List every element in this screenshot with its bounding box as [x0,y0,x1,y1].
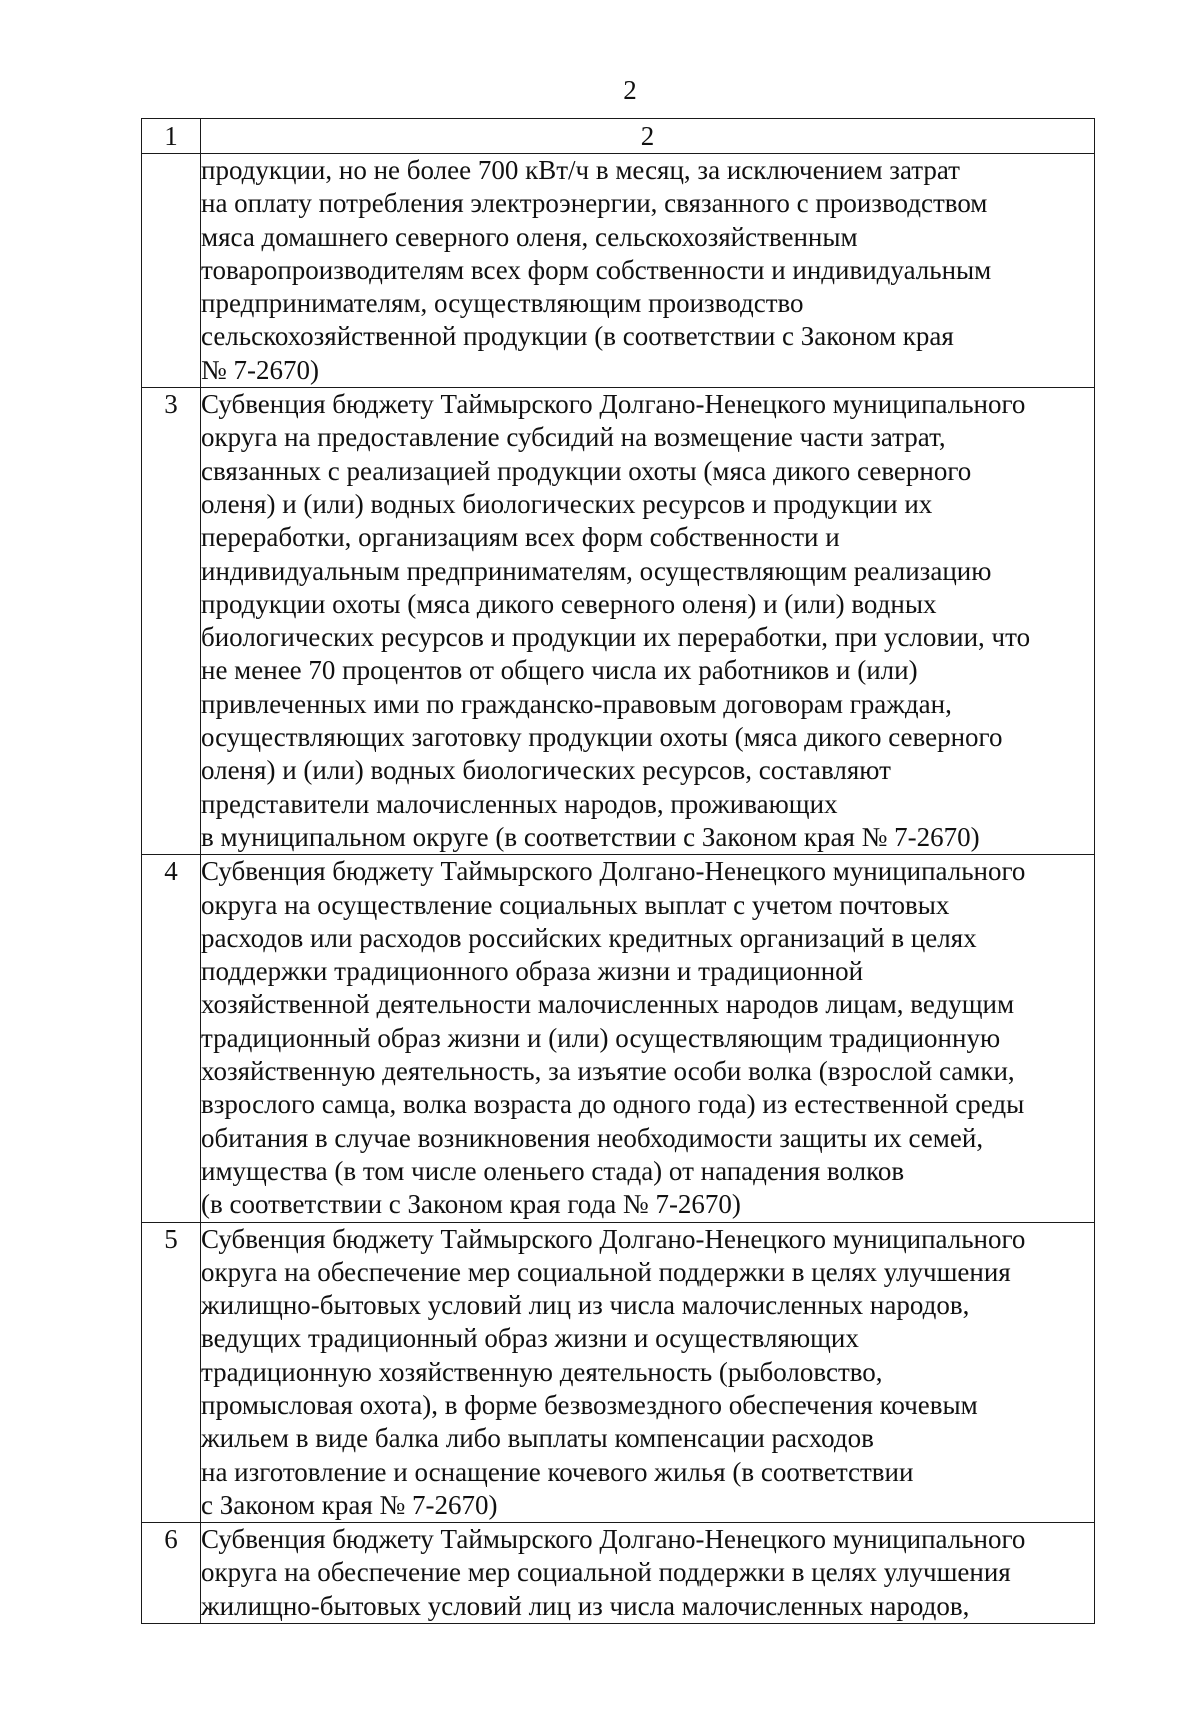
text-line: продукции, но не более 700 кВт/ч в месяц, за исключением затрат [201,155,960,185]
table-row [142,855,1095,1222]
text-line: обитания в случае возникновения необходимости защиты их семей, [201,1122,984,1153]
text-line: Субвенция бюджету Таймырского Долгано-Ненецкого муниципального [201,856,1026,887]
row-text [201,855,1095,1222]
text-line: округа на осуществление социальных выплат с учетом почтовых [201,889,950,920]
header-col-1: 1 [142,119,201,154]
text-line: жилищно-бытовых условий лиц из числа малочисленных народов, [201,1590,970,1621]
text-line: представители малочисленных народов, проживающих [201,788,838,819]
text-line: товаропроизводителям всех форм собственности и индивидуальным [201,254,992,285]
text-line: предпринимателям, осуществляющим производство [201,288,804,319]
text-line: оленя) и (или) водных биологических ресурсов и продукции их [201,488,933,519]
text-line: традиционную хозяйственную деятельность (рыболовство, [201,1356,883,1387]
text-line: Субвенция бюджету Таймырского Долгано-Ненецкого муниципального [201,389,1026,420]
page-number: 2 [623,75,637,105]
text-line: мяса домашнего северного оленя, сельскохозяйственным [201,221,858,252]
text-line: жилищно-бытовых условий лиц из числа малочисленных народов, [201,1290,970,1321]
text-line: округа на обеспечение мер социальной поддержки в целях улучшения [201,1557,1011,1588]
text-line: на изготовление и оснащение кочевого жилья (в соответствии [201,1456,914,1487]
text-line: поддержки традиционного образа жизни и традиционной [201,956,864,987]
row-number: 5 [142,1222,201,1523]
row-number: 4 [142,855,201,1222]
table-row [142,1222,1095,1523]
text-line: взрослого самца, волка возраста до одного года) из естественной среды [201,1089,1025,1120]
text-line: имущества (в том числе оленьего стада) от нападения волков [201,1155,905,1186]
text-line: привлеченных ими по гражданско-правовым договорам граждан, [201,688,952,719]
row-number: 3 [142,388,201,855]
text-line: округа на предоставление субсидий на возмещение части затрат, [201,422,946,453]
row-text [201,154,1095,388]
text-line: индивидуальным предпринимателям, осуществляющим реализацию [201,555,992,586]
text-line: сельскохозяйственной продукции (в соответствии с Законом края [201,321,954,352]
text-line: Субвенция бюджету Таймырского Долгано-Ненецкого муниципального [201,1524,1026,1555]
text-line: биологических ресурсов и продукции их переработки, при условии, что [201,622,1031,653]
table-row [142,388,1095,855]
row-text [201,1523,1095,1624]
row-text [201,388,1095,855]
row-number: 6 [142,1523,201,1624]
row-number [142,154,201,388]
row-text [201,1222,1095,1523]
text-line: продукции охоты (мяса дикого северного оленя) и (или) водных [201,588,937,619]
table-row [142,1523,1095,1624]
header-col-2: 2 [201,119,1095,154]
text-line: на оплату потребления электроэнергии, связанного с производством [201,188,988,219]
table-header-row [142,119,1095,154]
text-line: № 7-2670) [201,354,319,385]
text-line: не менее 70 процентов от общего числа их работников и (или) [201,655,918,686]
text-line: хозяйственную деятельность, за изъятие особи волка (взрослой самки, [201,1056,1015,1087]
table-row [142,154,1095,388]
text-line: (в соответствии с Законом края года № 7-2670) [201,1189,741,1220]
text-line: связанных с реализацией продукции охоты (мяса дикого северного [201,455,972,486]
text-line: Субвенция бюджету Таймырского Долгано-Ненецкого муниципального [201,1223,1026,1254]
text-line: ведущих традиционный образ жизни и осуществляющих [201,1323,859,1354]
text-line: традиционный образ жизни и (или) осуществляющим традиционную [201,1022,1001,1053]
text-line: округа на обеспечение мер социальной поддержки в целях улучшения [201,1256,1011,1287]
text-line: хозяйственной деятельности малочисленных народов лицам, ведущим [201,989,1015,1020]
text-line: осуществляющих заготовку продукции охоты (мяса дикого северного [201,722,1003,753]
text-line: расходов или расходов российских кредитных организаций в целях [201,922,977,953]
text-line: промысловая охота), в форме безвозмездного обеспечения кочевым [201,1389,978,1420]
text-line: оленя) и (или) водных биологических ресурсов, составляют [201,755,891,786]
text-line: в муниципальном округе (в соответствии с Законом края № 7-2670) [201,821,980,852]
text-line: переработки, организациям всех форм собственности и [201,522,840,553]
text-line: жильем в виде балка либо выплаты компенсации расходов [201,1423,874,1454]
text-line: с Законом края № 7-2670) [201,1489,498,1520]
table-body [142,119,1095,1624]
document-table [141,118,1095,1624]
